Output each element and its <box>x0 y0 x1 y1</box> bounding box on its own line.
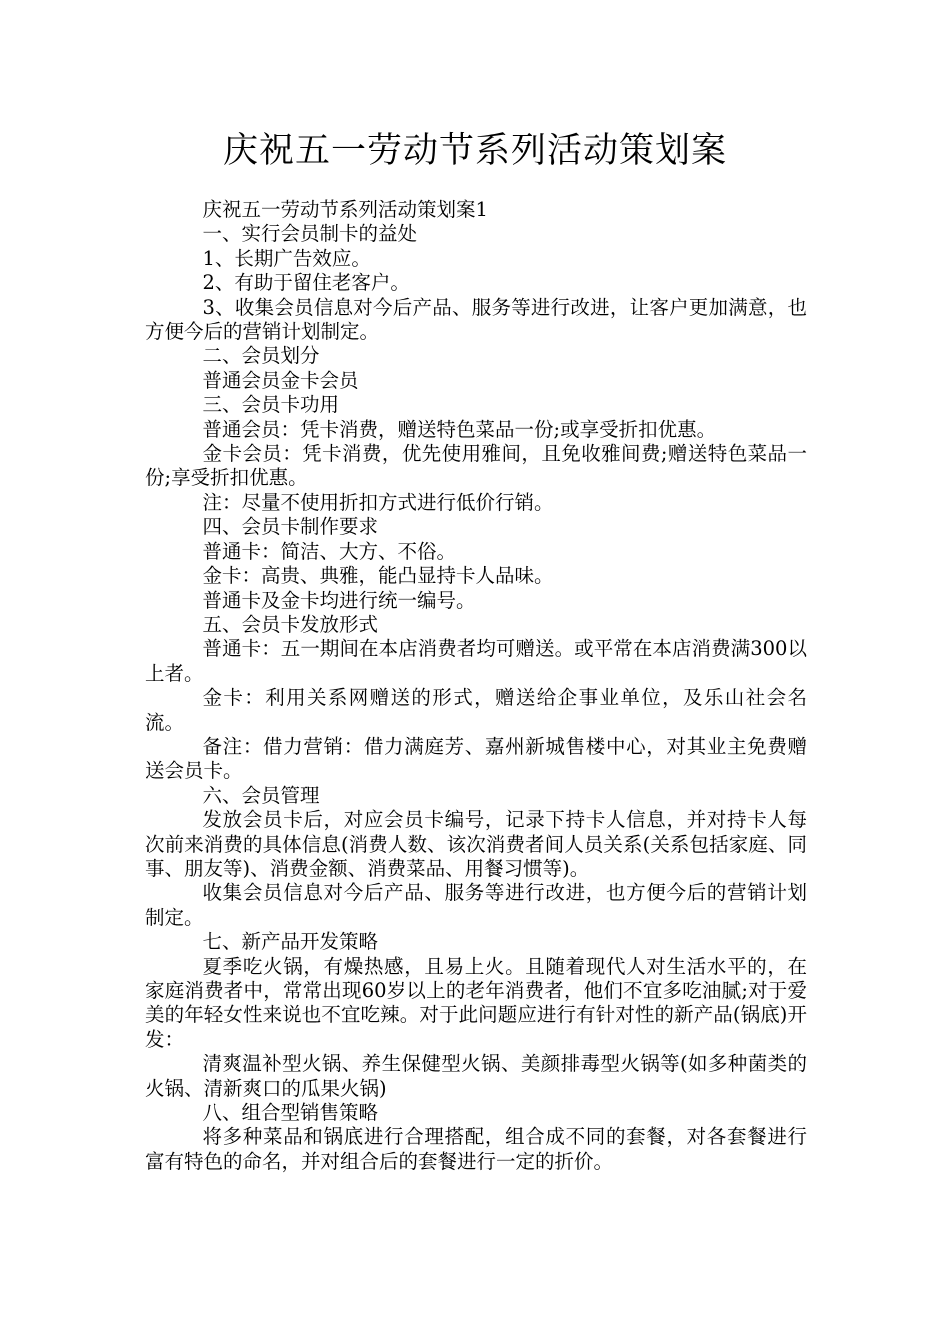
paragraph: 发放会员卡后，对应会员卡编号，记录下持卡人信息，并对持卡人每次前来消费的具体信息(消费人数、该次消费者间人员关系(关系包括家庭、同事、朋友等)、消费金额、消费菜品、用餐习惯等)。 <box>145 808 807 880</box>
paragraph: 二、会员划分 <box>202 344 320 368</box>
paragraph: 清爽温补型火锅、养生保健型火锅、美颜排毒型火锅等(如多种菌类的火锅、清新爽口的瓜果火锅) <box>145 1052 807 1100</box>
paragraph: 金卡：高贵、典雅，能凸显持卡人品味。 <box>202 564 554 588</box>
paragraph: 七、新产品开发策略 <box>202 930 379 954</box>
paragraph: 六、会员管理 <box>202 783 320 807</box>
paragraph: 收集会员信息对今后产品、服务等进行改进，也方便今后的营销计划制定。 <box>145 881 807 929</box>
paragraph: 1、长期广告效应。 <box>202 246 371 270</box>
document-title: 庆祝五一劳动节系列活动策划案 <box>222 131 727 171</box>
paragraph: 普通卡：简洁、大方、不俗。 <box>202 539 457 563</box>
paragraph: 一、实行会员制卡的益处 <box>202 222 418 246</box>
paragraph: 将多种菜品和锅底进行合理搭配，组合成不同的套餐，对各套餐进行富有特色的命名，并对组合后的套餐进行一定的折价。 <box>145 1125 807 1173</box>
paragraph: 普通卡：五一期间在本店消费者均可赠送。或平常在本店消费满300以上者。 <box>145 637 807 685</box>
paragraph: 普通卡及金卡均进行统一编号。 <box>202 588 476 612</box>
paragraph: 金卡会员：凭卡消费，优先使用雅间，且免收雅间费;赠送特色菜品一份;享受折扣优惠。 <box>145 442 807 490</box>
paragraph: 五、会员卡发放形式 <box>202 612 379 636</box>
paragraph: 八、组合型销售策略 <box>202 1101 379 1125</box>
paragraph: 金卡：利用关系网赠送的形式，赠送给企事业单位，及乐山社会名流。 <box>145 686 807 734</box>
paragraph: 普通会员金卡会员 <box>202 368 359 392</box>
paragraph: 普通会员：凭卡消费，赠送特色菜品一份;或享受折扣优惠。 <box>202 417 717 441</box>
paragraph: 三、会员卡功用 <box>202 393 340 417</box>
paragraph: 注：尽量不使用折扣方式进行低价行销。 <box>202 490 554 514</box>
paragraph: 庆祝五一劳动节系列活动策划案1 <box>202 198 488 221</box>
paragraph: 夏季吃火锅，有燥热感，且易上火。且随着现代人对生活水平的，在家庭消费者中，常常出现60岁以上的老年消费者，他们不宜多吃油腻;对于爱美的年轻女性来说也不宜吃辣。对于此问题应进行有针对性的新产品(锅底)开发： <box>145 954 807 1051</box>
paragraph: 3、收集会员信息对今后产品、服务等进行改进，让客户更加满意，也方便今后的营销计划制定。 <box>145 295 807 344</box>
paragraph: 2、有助于留住老客户。 <box>202 271 410 295</box>
paragraph: 备注：借力营销：借力满庭芳、嘉州新城售楼中心，对其业主免费赠送会员卡。 <box>145 734 807 783</box>
document-body <box>145 198 807 1174</box>
paragraph: 四、会员卡制作要求 <box>202 515 379 539</box>
